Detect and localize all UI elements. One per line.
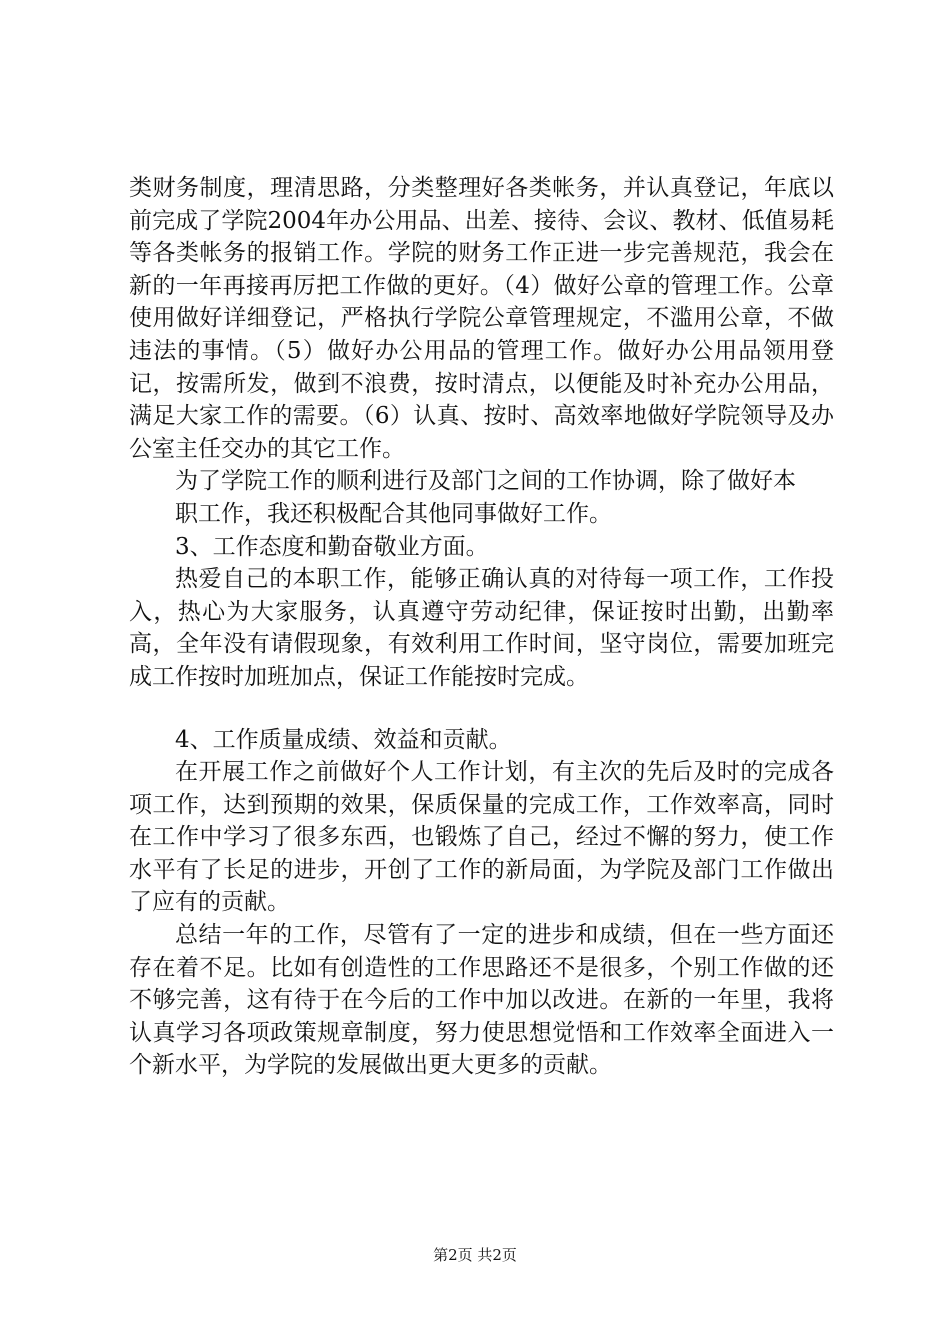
paragraph-work-attitude: 热爱自己的本职工作，能够正确认真的对待每一项工作，工作投入，热心为大家服务，认真遵守劳动纪律，保证按时出勤，出勤率高，全年没有请假现象，有效利用工作时间，坚守岗位，需要加班完成工作按时加班加点，保证工作能按时完成。 [129, 566, 834, 690]
paragraph-work-quality: 在开展工作之前做好个人工作计划，有主次的先后及时的完成各项工作，达到预期的效果，保质保量的完成工作，工作效率高，同时在工作中学习了很多东西，也锻炼了自己，经过不懈的努力，使工作水平有了长足的进步，开创了工作的新局面，为学院及部门工作做出了应有的贡献。 [129, 759, 834, 916]
section-heading-work-quality: 4、工作质量成绩、效益和贡献。 [175, 726, 512, 753]
section-heading-work-attitude: 3、工作态度和勤奋敬业方面。 [175, 533, 489, 560]
paragraph-summary: 总结一年的工作，尽管有了一定的进步和成绩，但在一些方面还存在着不足。比如有创造性的工作思路还不是很多，个别工作做的还不够完善，这有待于在今后的工作中加以改进。在新的一年里，我将认真学习各项政策规章制度，努力使思想觉悟和工作效率全面进入一个新水平，为学院的发展做出更大更多的贡献。 [129, 922, 834, 1079]
page-number-footer: 第2页 共2页 [433, 1246, 517, 1264]
paragraph-coordination-continued: 职工作，我还积极配合其他同事做好工作。 [175, 500, 612, 527]
paragraph-finance-and-duties: 类财务制度，理清思路，分类整理好各类帐务，并认真登记，年底以前完成了学院2004年办公用品、出差、接待、会议、教材、低值易耗等各类帐务的报销工作。学院的财务工作正进一步完善规范，我会在新的一年再接再厉把工作做的更好。（4）做好公章的管理工作。公章使用做好详细登记，严格执行学院公章管理规定，不滥用公章，不做违法的事情。（5）做好办公用品的管理工作。做好办公用品领用登记，按需所发，做到不浪费，按时清点，以便能及时补充办公用品，满足大家工作的需要。（6）认真、按时、高效率地做好学院领导及办公室主任交办的其它工作。 [129, 175, 834, 462]
paragraph-coordination: 为了学院工作的顺利进行及部门之间的工作协调，除了做好本 [175, 468, 796, 495]
document-body [129, 172, 834, 1082]
